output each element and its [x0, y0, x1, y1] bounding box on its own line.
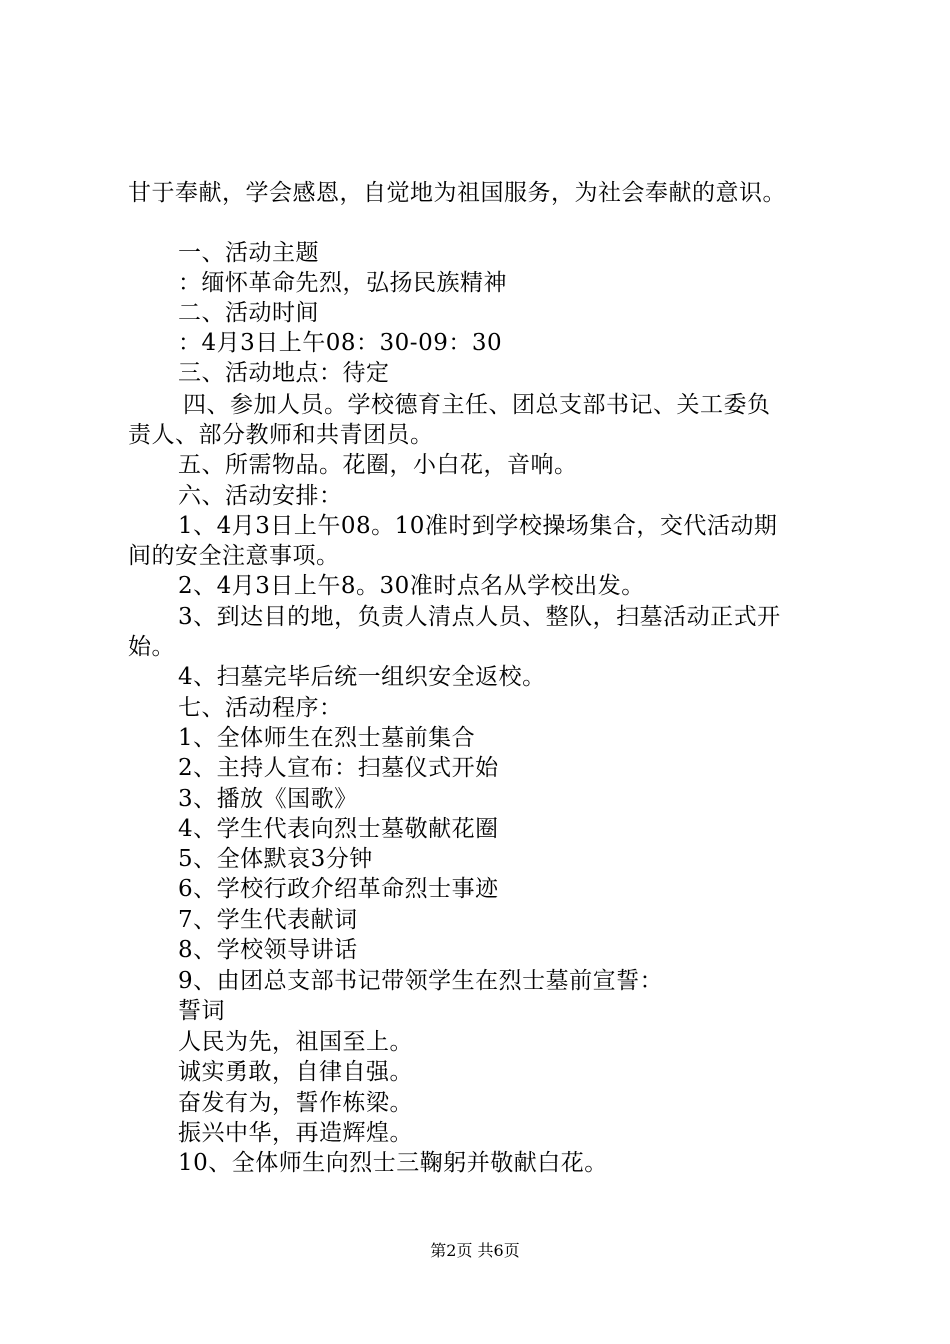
- section-heading: 一、活动主题: [178, 240, 319, 266]
- list-item: 7、学生代表献词: [178, 907, 358, 933]
- list-item: 3、播放《国歌》: [178, 786, 358, 812]
- section-heading: 六、活动安排：: [178, 483, 343, 509]
- list-item: 1、4月3日上午08。10准时到学校操场集合，交代活动期: [178, 513, 778, 539]
- oath-line: 诚实勇敢，自律自强。: [178, 1059, 413, 1085]
- section-heading: 五、所需物品。花圈，小白花，音响。: [178, 452, 578, 478]
- list-item: 3、到达目的地，负责人清点人员、整队，扫墓活动正式开: [178, 604, 781, 630]
- list-item: 2、4月3日上午8。30准时点名从学校出发。: [178, 573, 645, 599]
- list-item: 4、学生代表向烈士墓敬献花圈: [178, 816, 499, 842]
- oath-line: 奋发有为，誓作栋梁。: [178, 1090, 413, 1116]
- list-item: 8、学校领导讲话: [178, 937, 358, 963]
- oath-line: 人民为先，祖国至上。: [178, 1029, 413, 1055]
- list-item: 5、全体默哀3分钟: [178, 846, 373, 872]
- oath-title: 誓词: [178, 998, 225, 1024]
- section-heading: 二、活动时间: [178, 300, 319, 326]
- section-heading: 四、参加人员。学校德育主任、团总支部书记、关工委负: [183, 392, 771, 418]
- list-item: 4、扫墓完毕后统一组织安全返校。: [178, 664, 546, 690]
- list-item: 6、学校行政介绍革命烈士事迹: [178, 876, 499, 902]
- list-item: 10、全体师生向烈士三鞠躬并敬献白花。: [178, 1150, 608, 1176]
- text-line: 责人、部分教师和共青团员。: [128, 422, 434, 448]
- list-item: 9、由团总支部书记带领学生在烈士墓前宣誓：: [178, 968, 664, 994]
- text-line: 始。: [128, 634, 175, 660]
- text-line: 甘于奉献，学会感恩，自觉地为祖国服务，为社会奉献的意识。: [128, 180, 786, 206]
- section-heading: 三、活动地点：待定: [178, 360, 390, 386]
- list-item: 2、主持人宣布：扫墓仪式开始: [178, 755, 499, 781]
- text-line: ：4月3日上午08：30-09：30: [178, 330, 503, 356]
- list-item: 1、全体师生在烈士墓前集合: [178, 725, 476, 751]
- page-number-footer: 第2页 共6页: [430, 1241, 520, 1260]
- text-line: ：缅怀革命先烈，弘扬民族精神: [178, 270, 507, 296]
- oath-line: 振兴中华，再造辉煌。: [178, 1120, 413, 1146]
- section-heading: 七、活动程序：: [178, 695, 343, 721]
- text-line: 间的安全注意事项。: [128, 543, 340, 569]
